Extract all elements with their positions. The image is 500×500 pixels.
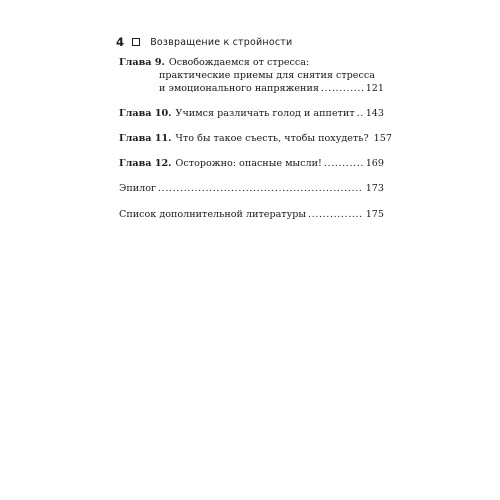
square-icon bbox=[132, 38, 140, 46]
page-ref: 175 bbox=[365, 208, 384, 220]
section-title: Список дополнительной литературы bbox=[119, 208, 307, 220]
table-of-contents bbox=[119, 57, 392, 234]
chapter-label: Глава 10. bbox=[119, 107, 172, 119]
toc-line bbox=[119, 158, 384, 171]
dot-leader bbox=[357, 108, 363, 121]
toc-entry-chapter-11 bbox=[119, 132, 392, 146]
dot-leader bbox=[308, 209, 363, 222]
toc-line bbox=[119, 83, 384, 96]
chapter-label: Глава 12. bbox=[119, 158, 172, 170]
page-ref: 143 bbox=[365, 107, 384, 119]
page-ref: 169 bbox=[365, 158, 384, 170]
toc-line bbox=[119, 108, 384, 121]
chapter-label: Глава 9. bbox=[119, 57, 165, 68]
page-ref: 157 bbox=[373, 132, 392, 144]
dot-leader bbox=[324, 158, 363, 171]
toc-entry-chapter-10 bbox=[119, 108, 384, 121]
toc-line bbox=[119, 57, 384, 70]
toc-entry-chapter-12 bbox=[119, 158, 384, 171]
page-ref: 173 bbox=[365, 183, 384, 195]
chapter-title-line: и эмоционального напряжения bbox=[159, 82, 319, 94]
toc-entry-further-reading bbox=[119, 209, 384, 222]
chapter-title-line: Освобождаемся от стресса: bbox=[168, 57, 310, 68]
page-ref: 121 bbox=[365, 82, 384, 94]
chapter-label: Глава 11. bbox=[119, 132, 172, 144]
section-title: Эпилог bbox=[119, 183, 157, 195]
toc-line bbox=[119, 70, 384, 83]
chapter-title-line: Осторожно: опасные мысли! bbox=[175, 158, 322, 170]
toc-entry-epilogue bbox=[119, 183, 384, 196]
chapter-title-line: практические приемы для снятия стресса bbox=[159, 69, 375, 81]
toc-line bbox=[119, 209, 384, 222]
chapter-title-line: Учимся различать голод и аппетит bbox=[175, 107, 355, 119]
dot-leader bbox=[321, 83, 363, 96]
book-title: Возвращение к стройности bbox=[150, 36, 293, 48]
running-head bbox=[116, 35, 292, 49]
toc-line bbox=[119, 132, 392, 146]
toc-entry-chapter-9 bbox=[119, 57, 384, 95]
dot-leader bbox=[158, 183, 363, 196]
toc-line bbox=[119, 183, 384, 196]
page-number: 4 bbox=[116, 35, 125, 49]
chapter-title-line: Что бы такое съесть, чтобы похудеть? bbox=[175, 132, 369, 144]
